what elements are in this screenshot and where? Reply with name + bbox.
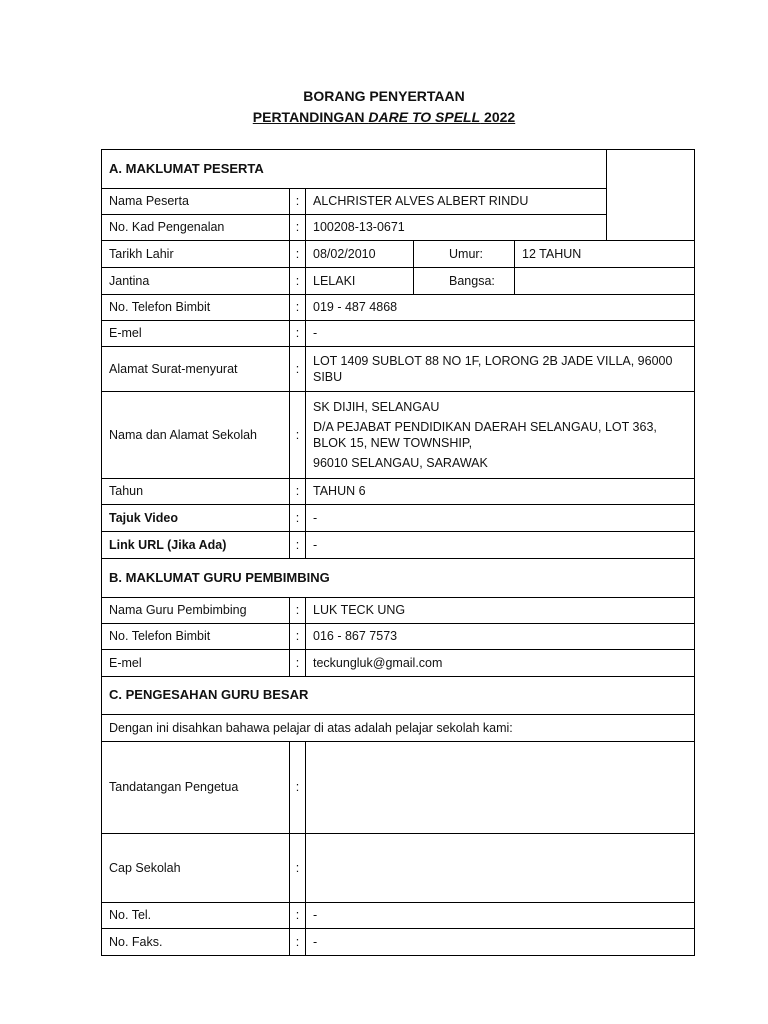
link-url-label: Link URL (Jika Ada) (101, 531, 290, 559)
separator: : (289, 294, 306, 321)
separator: : (289, 267, 306, 295)
separator: : (289, 531, 306, 559)
ic-value[interactable]: 100208-13-0671 (305, 214, 607, 241)
nama-peserta-label: Nama Peserta (101, 188, 290, 215)
tarikh-lahir-value[interactable]: 08/02/2010 (305, 240, 414, 268)
separator: : (289, 240, 306, 268)
telefon-value[interactable]: 019 - 487 4868 (305, 294, 695, 321)
separator: : (289, 391, 306, 479)
separator: : (289, 928, 306, 956)
subtitle-prefix: PERTANDINGAN (252, 109, 369, 125)
alamat-label: Alamat Surat-menyurat (101, 346, 290, 392)
separator: : (289, 902, 306, 929)
cap-sekolah-label: Cap Sekolah (101, 833, 290, 903)
sekolah-value[interactable] (305, 391, 695, 479)
separator: : (289, 741, 306, 834)
section-b-heading: B. MAKLUMAT GURU PEMBIMBING (101, 558, 695, 598)
emel-value[interactable]: - (305, 320, 695, 347)
telefon-label: No. Telefon Bimbit (101, 294, 290, 321)
tahun-label: Tahun (101, 478, 290, 505)
no-faks-label: No. Faks. (101, 928, 290, 956)
guru-nama-value[interactable]: LUK TECK UNG (305, 597, 695, 624)
separator: : (289, 833, 306, 903)
subtitle-suffix: 2022 (480, 109, 516, 125)
no-tel-value[interactable]: - (305, 902, 695, 929)
guru-emel-label: E-mel (101, 649, 290, 677)
separator: : (289, 623, 306, 650)
separator: : (289, 188, 306, 215)
umur-label: Umur: (413, 240, 515, 268)
form-subtitle (0, 109, 768, 125)
umur-value[interactable]: 12 TAHUN (514, 240, 695, 268)
ic-label: No. Kad Pengenalan (101, 214, 290, 241)
no-faks-value[interactable]: - (305, 928, 695, 956)
form-title: BORANG PENYERTAAN (303, 88, 465, 104)
guru-emel-value[interactable]: teckungluk@gmail.com (305, 649, 695, 677)
stamp-box[interactable] (305, 833, 695, 903)
tajuk-video-value[interactable]: - (305, 504, 695, 532)
signature-box[interactable] (305, 741, 695, 834)
emel-label: E-mel (101, 320, 290, 347)
jantina-value[interactable]: LELAKI (305, 267, 414, 295)
bangsa-label: Bangsa: (413, 267, 515, 295)
nama-peserta-value[interactable]: ALCHRISTER ALVES ALBERT RINDU (305, 188, 607, 215)
sekolah-line-1: SK DIJIH, SELANGAU (313, 399, 440, 414)
bangsa-value[interactable] (514, 267, 695, 295)
separator: : (289, 649, 306, 677)
separator: : (289, 504, 306, 532)
separator: : (289, 320, 306, 347)
separator: : (289, 214, 306, 241)
pengesahan-statement: Dengan ini disahkan bahawa pelajar di atas adalah pelajar sekolah kami: (101, 714, 695, 742)
tajuk-video-label: Tajuk Video (101, 504, 290, 532)
alamat-value[interactable]: LOT 1409 SUBLOT 88 NO 1F, LORONG 2B JADE VILLA, 96000 SIBU (305, 346, 695, 392)
section-c-heading: C. PENGESAHAN GURU BESAR (101, 676, 695, 715)
link-url-value[interactable]: - (305, 531, 695, 559)
jantina-label: Jantina (101, 267, 290, 295)
guru-nama-label: Nama Guru Pembimbing (101, 597, 290, 624)
guru-telefon-label: No. Telefon Bimbit (101, 623, 290, 650)
sekolah-line-3: 96010 SELANGAU, SARAWAK (313, 456, 488, 471)
photo-box (606, 149, 695, 241)
tahun-value[interactable]: TAHUN 6 (305, 478, 695, 505)
separator: : (289, 346, 306, 392)
no-tel-label: No. Tel. (101, 902, 290, 929)
tandatangan-label: Tandatangan Pengetua (101, 741, 290, 834)
guru-telefon-value[interactable]: 016 - 867 7573 (305, 623, 695, 650)
separator: : (289, 597, 306, 624)
section-a-heading: A. MAKLUMAT PESERTA (101, 149, 607, 189)
tarikh-lahir-label: Tarikh Lahir (101, 240, 290, 268)
sekolah-label: Nama dan Alamat Sekolah (101, 391, 290, 479)
sekolah-line-2: D/A PEJABAT PENDIDIKAN DAERAH SELANGAU, LOT 363, BLOK 15, NEW TOWNSHIP, (313, 419, 657, 450)
subtitle-italic: DARE TO SPELL (368, 109, 481, 125)
separator: : (289, 478, 306, 505)
